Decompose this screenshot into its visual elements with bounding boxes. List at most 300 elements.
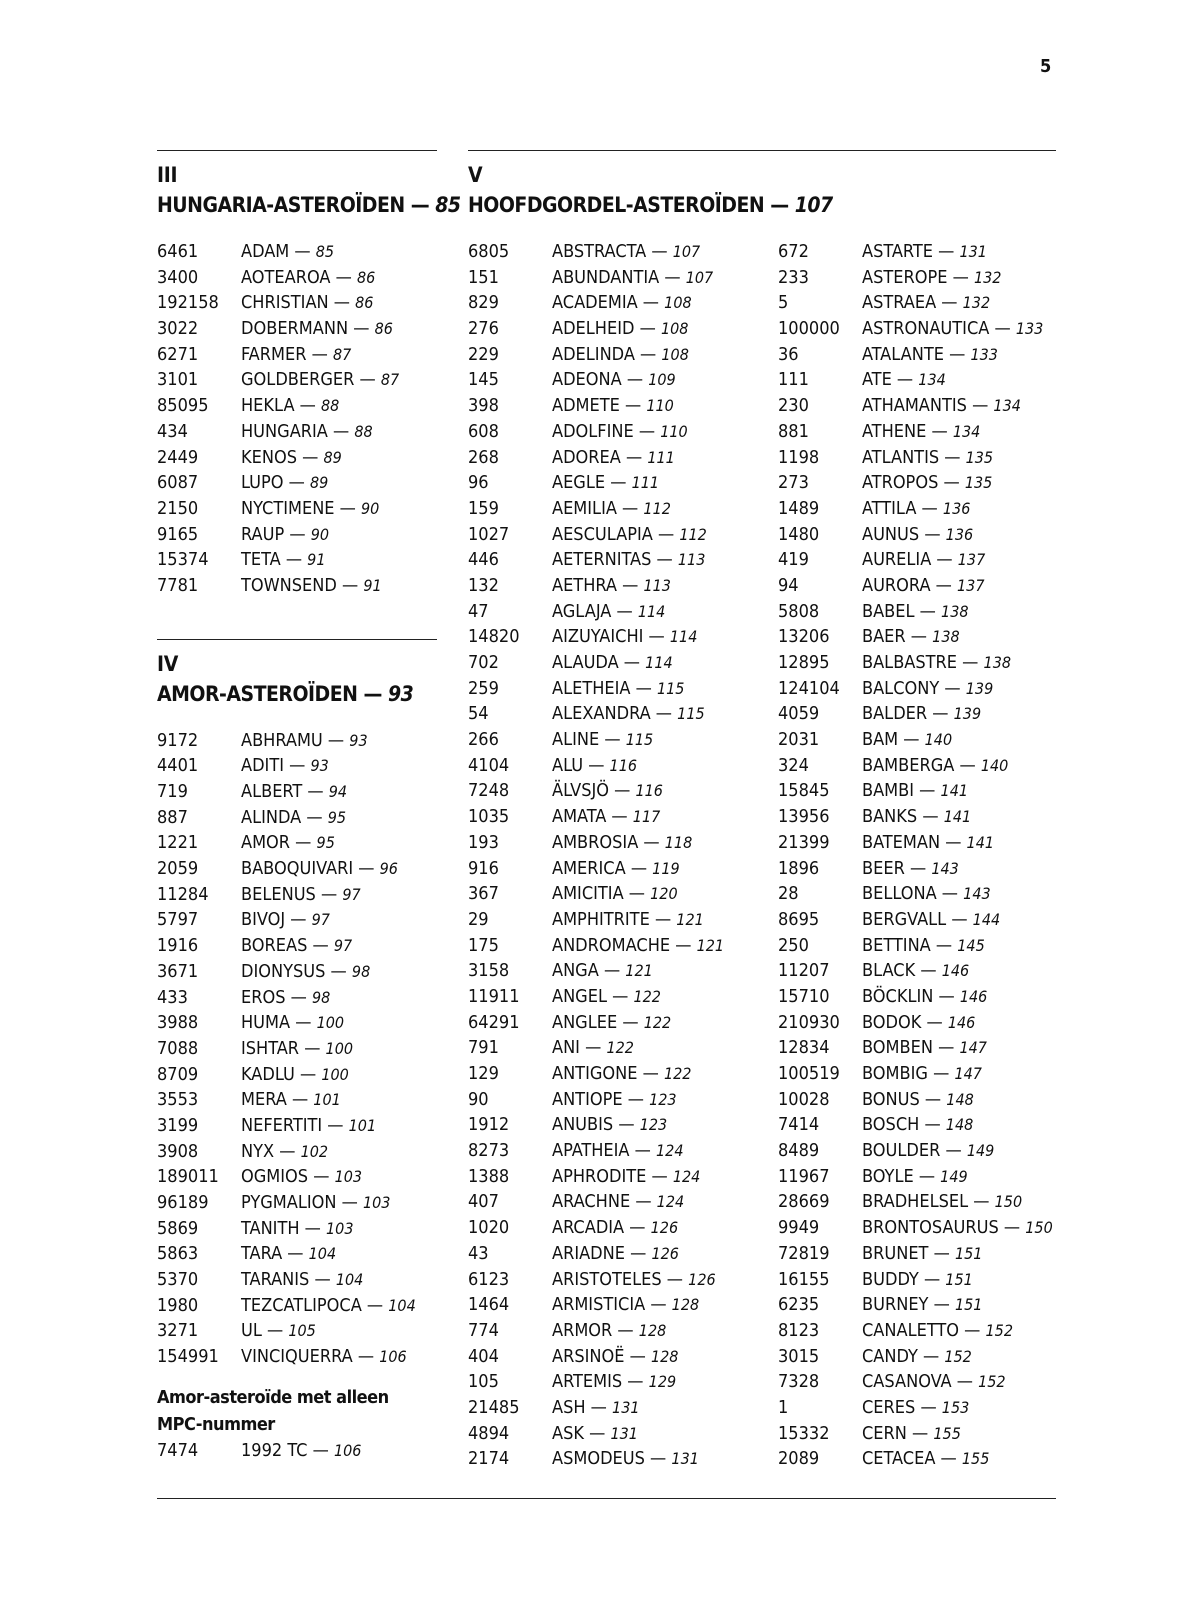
- asteroid-name: [241, 1241, 336, 1267]
- section-rule: [157, 639, 437, 640]
- asteroid-label: ADOLFINE —: [552, 420, 661, 442]
- page-ref: 115: [656, 678, 685, 698]
- page-ref: 114: [669, 627, 698, 647]
- asteroid-label: HUNGARIA —: [241, 420, 355, 442]
- list-item: [778, 1369, 1088, 1395]
- mpc-number: 8489: [778, 1140, 820, 1162]
- asteroid-label: ARTEMIS —: [552, 1371, 649, 1393]
- asteroid-name: [552, 316, 688, 342]
- asteroid-label: AUNUS —: [862, 523, 946, 545]
- section-title-text: AMOR-ASTEROÏDEN —: [157, 681, 382, 706]
- asteroid-label: AMERICA —: [552, 857, 653, 879]
- mpc-number: 5808: [778, 600, 820, 622]
- asteroid-label: AIZUYAICHI —: [552, 626, 670, 648]
- mpc-number: 230: [778, 395, 809, 417]
- asteroid-name: [552, 522, 707, 548]
- page-ref: 106: [333, 1440, 362, 1460]
- asteroid-name: [241, 445, 342, 471]
- page-ref: 103: [326, 1218, 354, 1238]
- asteroid-name: [862, 1138, 994, 1164]
- list-item: [778, 701, 1088, 727]
- mpc-number: 2059: [157, 858, 199, 880]
- page-ref: 155: [961, 1449, 990, 1469]
- asteroid-name: [862, 290, 990, 316]
- asteroid-label: PYGMALION —: [241, 1192, 363, 1213]
- asteroid-label: AMPHITRITE —: [552, 908, 677, 930]
- asteroid-label: ARSINOË —: [552, 1345, 651, 1367]
- mpc-number: 3671: [157, 960, 199, 982]
- page-ref: 91: [363, 575, 382, 595]
- asteroid-name: [552, 342, 689, 368]
- list-item: [468, 1138, 778, 1164]
- asteroid-label: BALDER —: [862, 703, 954, 725]
- section-number: V: [468, 163, 483, 187]
- list-item: [778, 958, 1088, 984]
- asteroid-name: [241, 470, 328, 496]
- page-ref: 86: [355, 293, 374, 313]
- asteroid-label: NEFERTITI —: [241, 1114, 349, 1136]
- asteroid-label: BRUNET —: [862, 1242, 955, 1264]
- asteroid-label: EROS —: [241, 986, 312, 1008]
- asteroid-name: [552, 1061, 691, 1087]
- list-item: [778, 1446, 1088, 1472]
- mpc-number: 6461: [157, 241, 199, 262]
- mpc-number: 6235: [778, 1294, 820, 1316]
- mpc-number: 398: [468, 395, 499, 417]
- asteroid-name: [552, 778, 663, 804]
- page-ref: 87: [380, 370, 400, 390]
- list-item: [468, 290, 778, 316]
- asteroid-label: ALINDA —: [241, 806, 328, 828]
- list-item: [778, 290, 1088, 316]
- page-ref: 89: [323, 447, 342, 467]
- page-ref: 87: [332, 344, 352, 364]
- list-item: [778, 1138, 1088, 1164]
- asteroid-name: [552, 624, 697, 650]
- page-ref: 138: [983, 653, 1011, 672]
- mpc-number: 6123: [468, 1268, 510, 1290]
- section-page: 107: [794, 193, 833, 217]
- list-item: [778, 650, 1088, 676]
- mpc-number: 268: [468, 446, 499, 468]
- list-item: [468, 1010, 778, 1036]
- mpc-number: 1464: [468, 1294, 510, 1316]
- list-item: [157, 959, 437, 985]
- page-ref: 131: [612, 1397, 640, 1417]
- asteroid-name: [552, 1164, 700, 1190]
- list-item: [778, 547, 1088, 573]
- list-item: [468, 1164, 778, 1190]
- asteroid-name: [241, 830, 335, 856]
- page-ref: 145: [957, 935, 985, 955]
- list-item: [157, 1036, 437, 1062]
- list-item: [778, 804, 1088, 830]
- page-ref: 149: [940, 1166, 968, 1186]
- list-item: [157, 1216, 437, 1242]
- asteroid-name: [241, 1113, 376, 1139]
- mpc-number: 9165: [157, 523, 199, 545]
- asteroid-name: [552, 1035, 634, 1061]
- page-ref: 141: [943, 807, 972, 827]
- page-ref: 132: [973, 267, 1002, 287]
- asteroid-name: [552, 367, 676, 393]
- page-ref: 104: [388, 1295, 416, 1315]
- asteroid-label: UL —: [241, 1320, 289, 1342]
- list-item: [157, 985, 437, 1011]
- list-item: [778, 753, 1088, 779]
- mpc-number: 175: [468, 934, 499, 956]
- mpc-number: 229: [468, 343, 499, 365]
- list-item: [157, 1267, 437, 1293]
- asteroid-name: [862, 419, 980, 445]
- asteroid-label: BABOQUIVARI —: [241, 858, 380, 880]
- mpc-number: 8123: [778, 1319, 820, 1341]
- asteroid-name: [241, 1344, 407, 1370]
- list-item: [157, 753, 437, 779]
- page-ref: 129: [648, 1372, 677, 1392]
- asteroid-name: [552, 1369, 676, 1395]
- page-ref: 126: [650, 1218, 679, 1238]
- mpc-number: 72819: [778, 1242, 830, 1264]
- list-item: [157, 933, 437, 959]
- list-item: [468, 676, 778, 702]
- mpc-number: 90: [468, 1088, 489, 1110]
- asteroid-label: GOLDBERGER —: [241, 369, 381, 391]
- list-item: [468, 804, 778, 830]
- page-ref: 123: [639, 1115, 668, 1135]
- list-item: [468, 419, 778, 445]
- list-item: [157, 445, 437, 471]
- mpc-number: 29: [468, 908, 489, 930]
- asteroid-name: [552, 727, 653, 753]
- list-item: [157, 496, 437, 522]
- page-ref: 114: [645, 653, 673, 672]
- list-item: [468, 727, 778, 753]
- page-ref: 95: [327, 807, 346, 827]
- list-item: [468, 1061, 778, 1087]
- page-ref: 148: [946, 1089, 974, 1109]
- asteroid-name: [241, 239, 334, 265]
- asteroid-name: [552, 830, 692, 856]
- page-ref: 112: [679, 524, 707, 544]
- asteroid-label: BETTINA —: [862, 934, 958, 956]
- mpc-number: 7781: [157, 574, 199, 596]
- asteroid-label: BAER —: [862, 626, 933, 648]
- page-ref: 152: [985, 1320, 1013, 1340]
- mpc-number: 9172: [157, 729, 199, 751]
- asteroid-label: CANDY —: [862, 1345, 945, 1367]
- page-ref: 131: [959, 242, 987, 261]
- list-item: [468, 1112, 778, 1138]
- page-ref: 121: [696, 935, 725, 955]
- mpc-number: 7248: [468, 780, 510, 802]
- asteroid-name: [241, 1062, 349, 1088]
- asteroid-label: ALU —: [552, 754, 610, 776]
- mpc-number: 3553: [157, 1089, 199, 1111]
- asteroid-name: [241, 1267, 363, 1293]
- page-ref: 136: [942, 498, 971, 518]
- mpc-number: 367: [468, 883, 499, 905]
- mpc-number: 276: [468, 318, 499, 340]
- page-ref: 108: [664, 293, 692, 313]
- list-item: [468, 830, 778, 856]
- page-ref: 139: [965, 678, 994, 698]
- mpc-number: 9949: [778, 1217, 820, 1239]
- asteroid-name: [862, 804, 971, 830]
- list-item: [468, 1344, 778, 1370]
- asteroid-name: [552, 1241, 679, 1267]
- list-item: [468, 496, 778, 522]
- mpc-number: 419: [778, 549, 809, 571]
- asteroid-name: [552, 445, 675, 471]
- mpc-number: 3988: [157, 1012, 199, 1034]
- list-item: [468, 1267, 778, 1293]
- asteroid-label: BATEMAN —: [862, 831, 967, 853]
- mpc-number: 1480: [778, 523, 820, 545]
- list-item: [468, 445, 778, 471]
- asteroid-label: BUDDY —: [862, 1268, 946, 1290]
- mpc-number: 3158: [468, 960, 510, 982]
- asteroid-name: [862, 1010, 975, 1036]
- mpc-number: 36: [778, 343, 799, 365]
- main-belt-lists: [468, 239, 1056, 1472]
- asteroid-label: CETACEA —: [862, 1448, 962, 1470]
- list-item: [157, 1062, 437, 1088]
- asteroid-label: BELENUS —: [241, 883, 343, 905]
- mpc-number: 1198: [778, 446, 820, 468]
- asteroid-label: BANKS —: [862, 806, 944, 828]
- list-item: [468, 367, 778, 393]
- page-ref: 151: [954, 1243, 983, 1263]
- list-item: [468, 573, 778, 599]
- list-item: [468, 1035, 778, 1061]
- asteroid-name: [552, 290, 692, 316]
- page-ref: 118: [664, 832, 693, 852]
- page-ref: 85: [315, 242, 335, 261]
- asteroid-name: [241, 1010, 344, 1036]
- list-item: [778, 445, 1088, 471]
- page-ref: 86: [356, 267, 376, 287]
- asteroid-name: [241, 265, 375, 291]
- mpc-number: 3400: [157, 266, 199, 288]
- mpc-number: 829: [468, 292, 499, 314]
- asteroid-label: ARMOR —: [552, 1319, 639, 1341]
- asteroid-name: [862, 316, 1043, 342]
- page-ref: 128: [638, 1320, 667, 1340]
- asteroid-name: [862, 778, 968, 804]
- asteroid-name: [552, 856, 680, 882]
- asteroid-name: [241, 933, 352, 959]
- mpc-number: 8709: [157, 1063, 199, 1085]
- asteroid-name: [552, 599, 665, 625]
- amor-list: [157, 728, 437, 1370]
- asteroid-name: [241, 856, 398, 882]
- page-ref: 141: [966, 832, 995, 852]
- page-ref: 148: [945, 1115, 974, 1135]
- list-item: [778, 522, 1088, 548]
- section-rule: [157, 150, 437, 151]
- asteroid-name: [241, 342, 351, 368]
- page-ref: 134: [952, 421, 981, 441]
- asteroid-label: BOULDER —: [862, 1140, 967, 1162]
- mpc-number: 10028: [778, 1088, 830, 1110]
- asteroid-label: ANTIGONE —: [552, 1063, 664, 1084]
- asteroid-name: [241, 805, 346, 831]
- asteroid-label: AMATA —: [552, 806, 633, 828]
- list-item: [468, 1215, 778, 1241]
- asteroid-label: ARISTOTELES —: [552, 1268, 689, 1290]
- page-ref: 151: [954, 1295, 983, 1315]
- page-ref: 106: [379, 1347, 407, 1367]
- mpc-number: 233: [778, 266, 809, 288]
- page-ref: 100: [325, 1038, 354, 1058]
- mpc-number: 159: [468, 497, 499, 519]
- asteroid-name: [862, 727, 952, 753]
- page-ref: 115: [677, 704, 705, 724]
- asteroid-name: [241, 1139, 328, 1165]
- page-ref: 93: [310, 756, 329, 776]
- asteroid-name: [862, 1112, 973, 1138]
- mpc-number: 4059: [778, 703, 820, 725]
- asteroid-label: NYCTIMENE —: [241, 497, 362, 519]
- asteroid-name: [552, 933, 724, 959]
- mpc-number: 8273: [468, 1140, 510, 1162]
- mpc-number: 407: [468, 1191, 499, 1213]
- asteroid-label: ALAUDA —: [552, 652, 646, 673]
- asteroid-name: [862, 907, 1000, 933]
- mpc-number: 433: [157, 986, 188, 1008]
- asteroid-name: [552, 984, 661, 1010]
- mpc-number: 5869: [157, 1217, 199, 1239]
- hungaria-list: [157, 239, 437, 599]
- asteroid-label: BAM —: [862, 729, 925, 751]
- page-ref: 132: [962, 293, 991, 313]
- asteroid-label: ARCADIA —: [552, 1217, 651, 1239]
- list-item: [778, 496, 1088, 522]
- list-item: [468, 1087, 778, 1113]
- asteroid-name: [862, 393, 1021, 419]
- asteroid-label: BELLONA —: [862, 883, 964, 905]
- asteroid-label: AEMILIA —: [552, 497, 644, 519]
- mpc-number: 64291: [468, 1011, 520, 1033]
- page-ref: 119: [652, 858, 680, 878]
- list-item: [157, 805, 437, 831]
- mpc-number: 111: [778, 369, 809, 391]
- page-ref: 104: [308, 1244, 337, 1264]
- page-ref: 126: [688, 1269, 716, 1289]
- asteroid-name: [862, 856, 959, 882]
- asteroid-label: BABEL —: [862, 600, 942, 622]
- section-number: IV: [157, 651, 179, 676]
- page-ref: 143: [931, 858, 959, 878]
- list-item: [468, 958, 778, 984]
- mpc-number: 47: [468, 600, 489, 622]
- list-item: [157, 342, 437, 368]
- page-ref: 122: [633, 986, 661, 1006]
- bottom-rule: [157, 1498, 1056, 1499]
- asteroid-name: [862, 881, 991, 907]
- list-item: [468, 856, 778, 882]
- page-ref: 97: [333, 936, 353, 956]
- section-title: [157, 189, 461, 221]
- asteroid-label: ATHAMANTIS —: [862, 395, 994, 417]
- asteroid-label: TARA —: [241, 1243, 309, 1265]
- asteroid-name: [862, 239, 987, 265]
- asteroid-label: AMOR —: [241, 832, 317, 854]
- mpc-number: 100000: [778, 318, 840, 340]
- mpc-number: 3271: [157, 1320, 199, 1342]
- list-item: [778, 316, 1088, 342]
- page-ref: 96: [379, 859, 398, 879]
- page-ref: 100: [321, 1064, 349, 1084]
- list-item: [157, 1344, 437, 1370]
- page-ref: 131: [610, 1423, 638, 1443]
- list-item: [157, 1190, 437, 1216]
- asteroid-label: ADMETE —: [552, 395, 647, 417]
- asteroid-name: [862, 676, 993, 702]
- mpc-number: 11967: [778, 1165, 830, 1187]
- list-item: [778, 907, 1088, 933]
- page-ref: 107: [672, 242, 701, 261]
- page-ref: 153: [941, 1397, 970, 1417]
- mpc-number: 124104: [778, 677, 840, 699]
- page-ref: 105: [288, 1321, 316, 1341]
- asteroid-label: BOSCH —: [862, 1114, 946, 1136]
- asteroid-label: ASTARTE —: [862, 241, 960, 262]
- list-item: [468, 1318, 778, 1344]
- page-ref: 90: [361, 498, 380, 518]
- mpc-number: 16155: [778, 1268, 830, 1290]
- mpc-number: 6805: [468, 241, 510, 262]
- mpc-number: 189011: [157, 1166, 219, 1188]
- mpc-number: 8695: [778, 908, 820, 930]
- mpc-number: 2449: [157, 446, 199, 468]
- list-item: [157, 1293, 437, 1319]
- list-item: [157, 1087, 437, 1113]
- asteroid-label: BIVOJ —: [241, 909, 312, 931]
- page-ref: 147: [959, 1038, 987, 1058]
- list-item: [157, 1241, 437, 1267]
- list-item: [157, 1139, 437, 1165]
- asteroid-label: BALBASTRE —: [862, 652, 984, 673]
- mpc-number: 719: [157, 781, 188, 802]
- asteroid-label: MERA —: [241, 1089, 314, 1111]
- list-item: [157, 1164, 437, 1190]
- mpc-number: 12895: [778, 652, 830, 673]
- asteroid-label: ACADEMIA —: [552, 292, 665, 314]
- asteroid-name: [862, 1061, 982, 1087]
- page-ref: 124: [656, 1141, 684, 1161]
- page-ref: 139: [953, 704, 982, 724]
- mpc-number: 5863: [157, 1243, 199, 1265]
- list-item: [778, 342, 1088, 368]
- mpc-number: 259: [468, 677, 499, 699]
- page-ref: 128: [671, 1295, 700, 1315]
- page-ref: 134: [918, 370, 946, 390]
- asteroid-name: [552, 1318, 666, 1344]
- asteroid-label: ATALANTE —: [862, 343, 971, 365]
- mpc-number: 446: [468, 549, 499, 571]
- page-ref: 103: [334, 1167, 363, 1187]
- page-ref: 97: [342, 884, 361, 904]
- page-ref: 91: [307, 550, 326, 570]
- asteroid-label: CASANOVA —: [862, 1371, 979, 1393]
- asteroid-name: [862, 958, 969, 984]
- page-ref: 140: [980, 755, 1009, 775]
- section-rule: [468, 150, 1056, 151]
- page-ref: 113: [643, 575, 671, 595]
- page-ref: 146: [941, 961, 970, 981]
